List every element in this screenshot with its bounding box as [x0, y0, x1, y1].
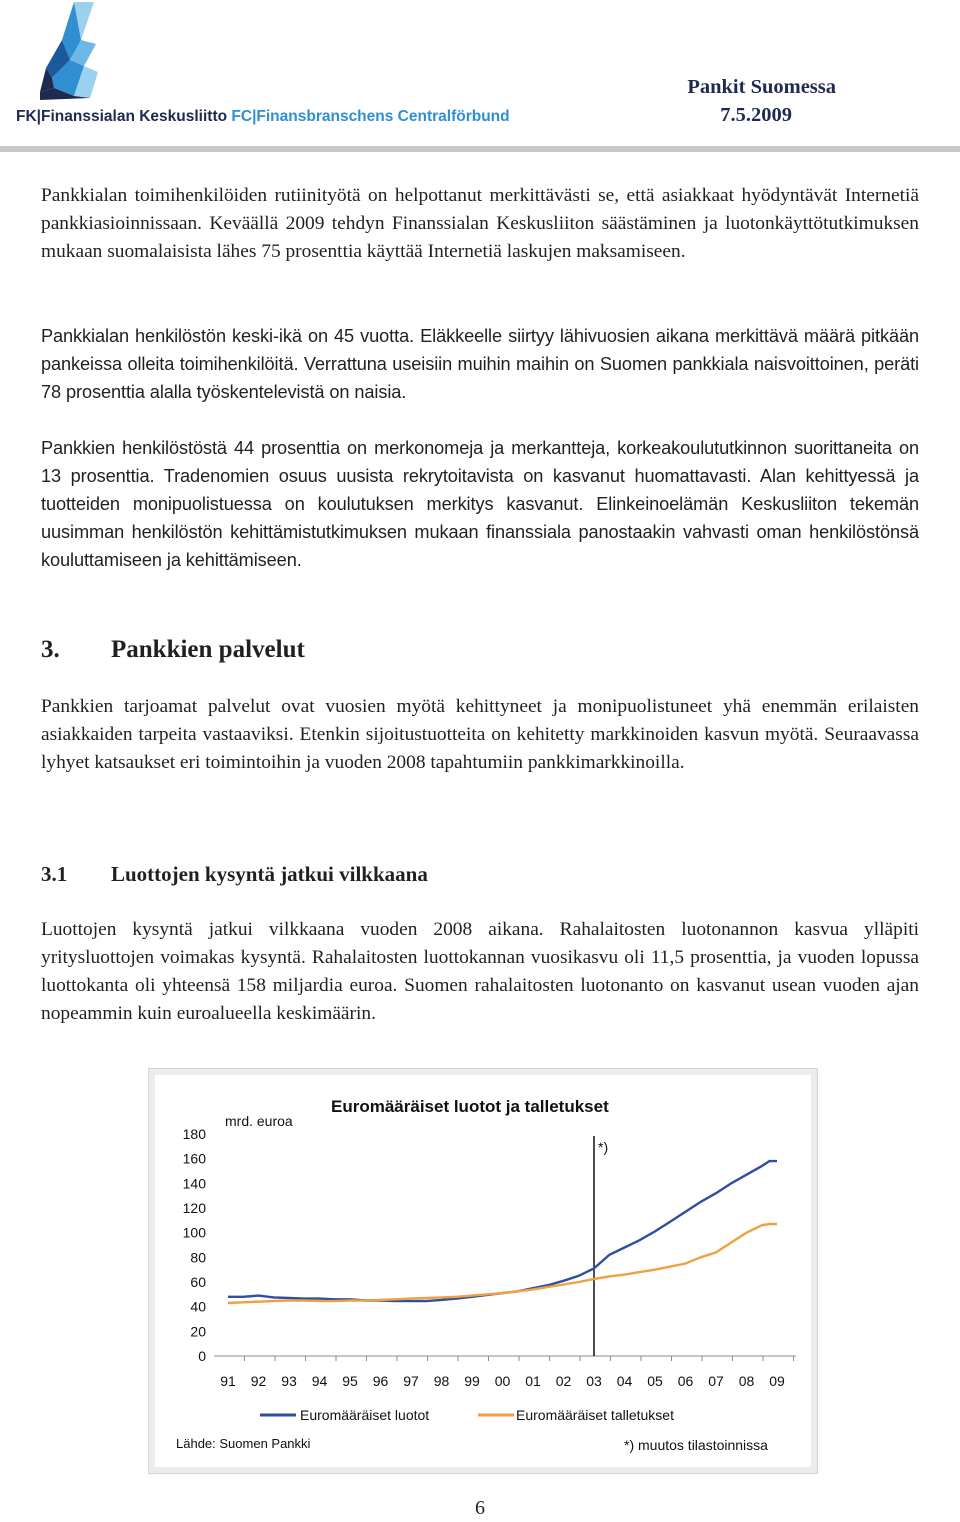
fk-logo: [34, 0, 124, 105]
section-number: 3.1: [41, 862, 68, 886]
x-tick-label: 91: [220, 1373, 236, 1389]
y-tick-label: 160: [182, 1150, 206, 1167]
paragraph-loan-demand: Luottojen kysyntä jatkui vilkkaana vuoden 2008 aikana. Rahalaitosten luotonannon kasvua ylläpiti yritysluottojen voimakas kysyntä. Rahalaitosten luottokannan vuosikasvu oli 11,5 prosenttia, ja vuoden lopussa luottokanta oli yhteensä 158 miljardia euroa. Suomen rahalaitosten luotonanto on kasvanut usean vuoden ajan nopeammin kuin euroalueella keskimäärin.: [41, 919, 919, 1024]
y-tick-label: 80: [190, 1249, 206, 1266]
y-tick-label: 120: [182, 1200, 206, 1216]
fk-name: Finanssialan Keskusliitto: [41, 108, 228, 125]
chart-source: Lähde: Suomen Pankki: [176, 1436, 311, 1451]
organization-name: FK|Finanssialan Keskusliitto FC|Finansbranschens Centralförbund: [16, 108, 510, 125]
x-tick-label: 09: [769, 1373, 785, 1389]
y-tick-label: 180: [182, 1126, 206, 1142]
paragraph-staff-age: Pankkialan henkilöstön keski-ikä on 45 vuotta. Eläkkeelle siirtyy lähivuosien aikana merkittävä määrä pitkään pankeissa olleita toimihenkilöitä. Verrattuna useisiin muihin maihin on Suomen pankkiala naisvoittoinen, peräti 78 prosenttia alalla työskentelevistä on naisia.: [41, 326, 919, 402]
series-line-deposits: [228, 1224, 777, 1303]
y-tick-label: 0: [198, 1348, 206, 1364]
fc-abbreviation: FC: [231, 108, 253, 125]
x-tick-label: 07: [708, 1373, 724, 1389]
y-axis-unit: mrd. euroa: [225, 1113, 293, 1129]
section-heading-3-1: [41, 862, 428, 887]
x-tick-label: 98: [433, 1373, 450, 1389]
x-tick-label: 03: [586, 1373, 602, 1389]
y-tick-label: 60: [190, 1274, 206, 1290]
x-tick-label: 92: [250, 1373, 267, 1389]
legend-label-deposits: Euromääräiset talletukset: [516, 1407, 674, 1423]
x-tick-label: 94: [311, 1373, 328, 1389]
x-tick-label: 04: [616, 1373, 633, 1389]
fc-name: Finansbranschens Centralförbund: [256, 108, 510, 125]
x-tick-label: 95: [342, 1373, 358, 1389]
section-heading-3: [41, 636, 305, 664]
chart-footnote: *) muutos tilastoinnissa: [624, 1437, 768, 1453]
document-date: 7.5.2009: [720, 104, 792, 126]
x-tick-label: 00: [494, 1373, 511, 1389]
x-tick-label: 99: [464, 1373, 480, 1389]
y-tick-label: 40: [190, 1298, 206, 1315]
fk-abbreviation: FK: [16, 108, 37, 125]
x-tick-label: 02: [555, 1373, 572, 1389]
x-tick-label: 06: [677, 1373, 694, 1389]
page-number: 6: [475, 1497, 485, 1519]
x-tick-label: 97: [403, 1373, 419, 1389]
y-axis-ticks: [183, 1126, 207, 1364]
x-tick-label: 05: [647, 1373, 663, 1389]
section-number: 3.: [41, 636, 60, 663]
series-line-loans: [228, 1161, 777, 1301]
legend-label-loans: Euromääräiset luotot: [300, 1407, 430, 1423]
loans-deposits-chart: [148, 1068, 818, 1474]
document-title: Pankit Suomessa: [687, 76, 836, 98]
paragraph-bank-services: Pankkien tarjoamat palvelut ovat vuosien myötä kehittyneet ja monipuolistuneet yhä enemmän erilaisten asiakkaiden tarpeita vastaaviksi. Etenkin sijoitustuotteita on kehitetty markkinoiden kasvun myötä. Seuraavassa lyhyet katsaukset eri toimintoihin ja vuoden 2008 tapahtumiin pankkimarkkinoilla.: [41, 696, 919, 773]
x-tick-label: 01: [525, 1373, 541, 1389]
section-title: Pankkien palvelut: [111, 636, 305, 663]
x-tick-label: 08: [738, 1373, 755, 1389]
statistics-change-marker: *): [598, 1139, 609, 1155]
x-tick-label: 93: [281, 1373, 297, 1389]
y-tick-label: 100: [182, 1224, 206, 1241]
paragraph-staff-education: Pankkien henkilöstöstä 44 prosenttia on merkonomeja ja merkantteja, korkeakoulututkinnon suorittaneita on 13 prosenttia. Tradenomien osuus uusista rekrytoitavista on kasvanut huomattavasti. Alan kehittyessä ja tuotteiden monipuolistuessa on koulutuksen merkitys kasvanut. Elinkeinoelämän Keskusliiton tekemän uusimman henkilöstön kehittämistutkimuksen mukaan finanssiala panostaakin vahvasti oman henkilöstönsä kouluttamiseen ja kehittämiseen.: [41, 438, 919, 570]
chart-title: Euromääräiset luotot ja talletukset: [331, 1097, 609, 1116]
x-tick-label: 96: [372, 1373, 389, 1389]
paragraph-internet-usage: Pankkialan toimihenkilöiden rutiinityötä on helpottanut merkittävästi se, että asiakkaat hyödyntävät Internetiä pankkiasioinnissaan. Keväällä 2009 tehdyn Finanssialan Keskusliiton säästäminen ja luotonkäyttötutkimuksen mukaan suomalaisista lähes 75 prosenttia käyttää Internetiä laskujen maksamiseen.: [41, 185, 919, 262]
section-title: Luottojen kysyntä jatkui vilkkaana: [111, 862, 428, 886]
x-axis-ticks: [220, 1356, 793, 1389]
fk-logo-graphic: [34, 0, 124, 105]
header-divider: [0, 146, 960, 152]
y-tick-label: 20: [190, 1323, 206, 1340]
y-tick-label: 140: [182, 1175, 206, 1192]
